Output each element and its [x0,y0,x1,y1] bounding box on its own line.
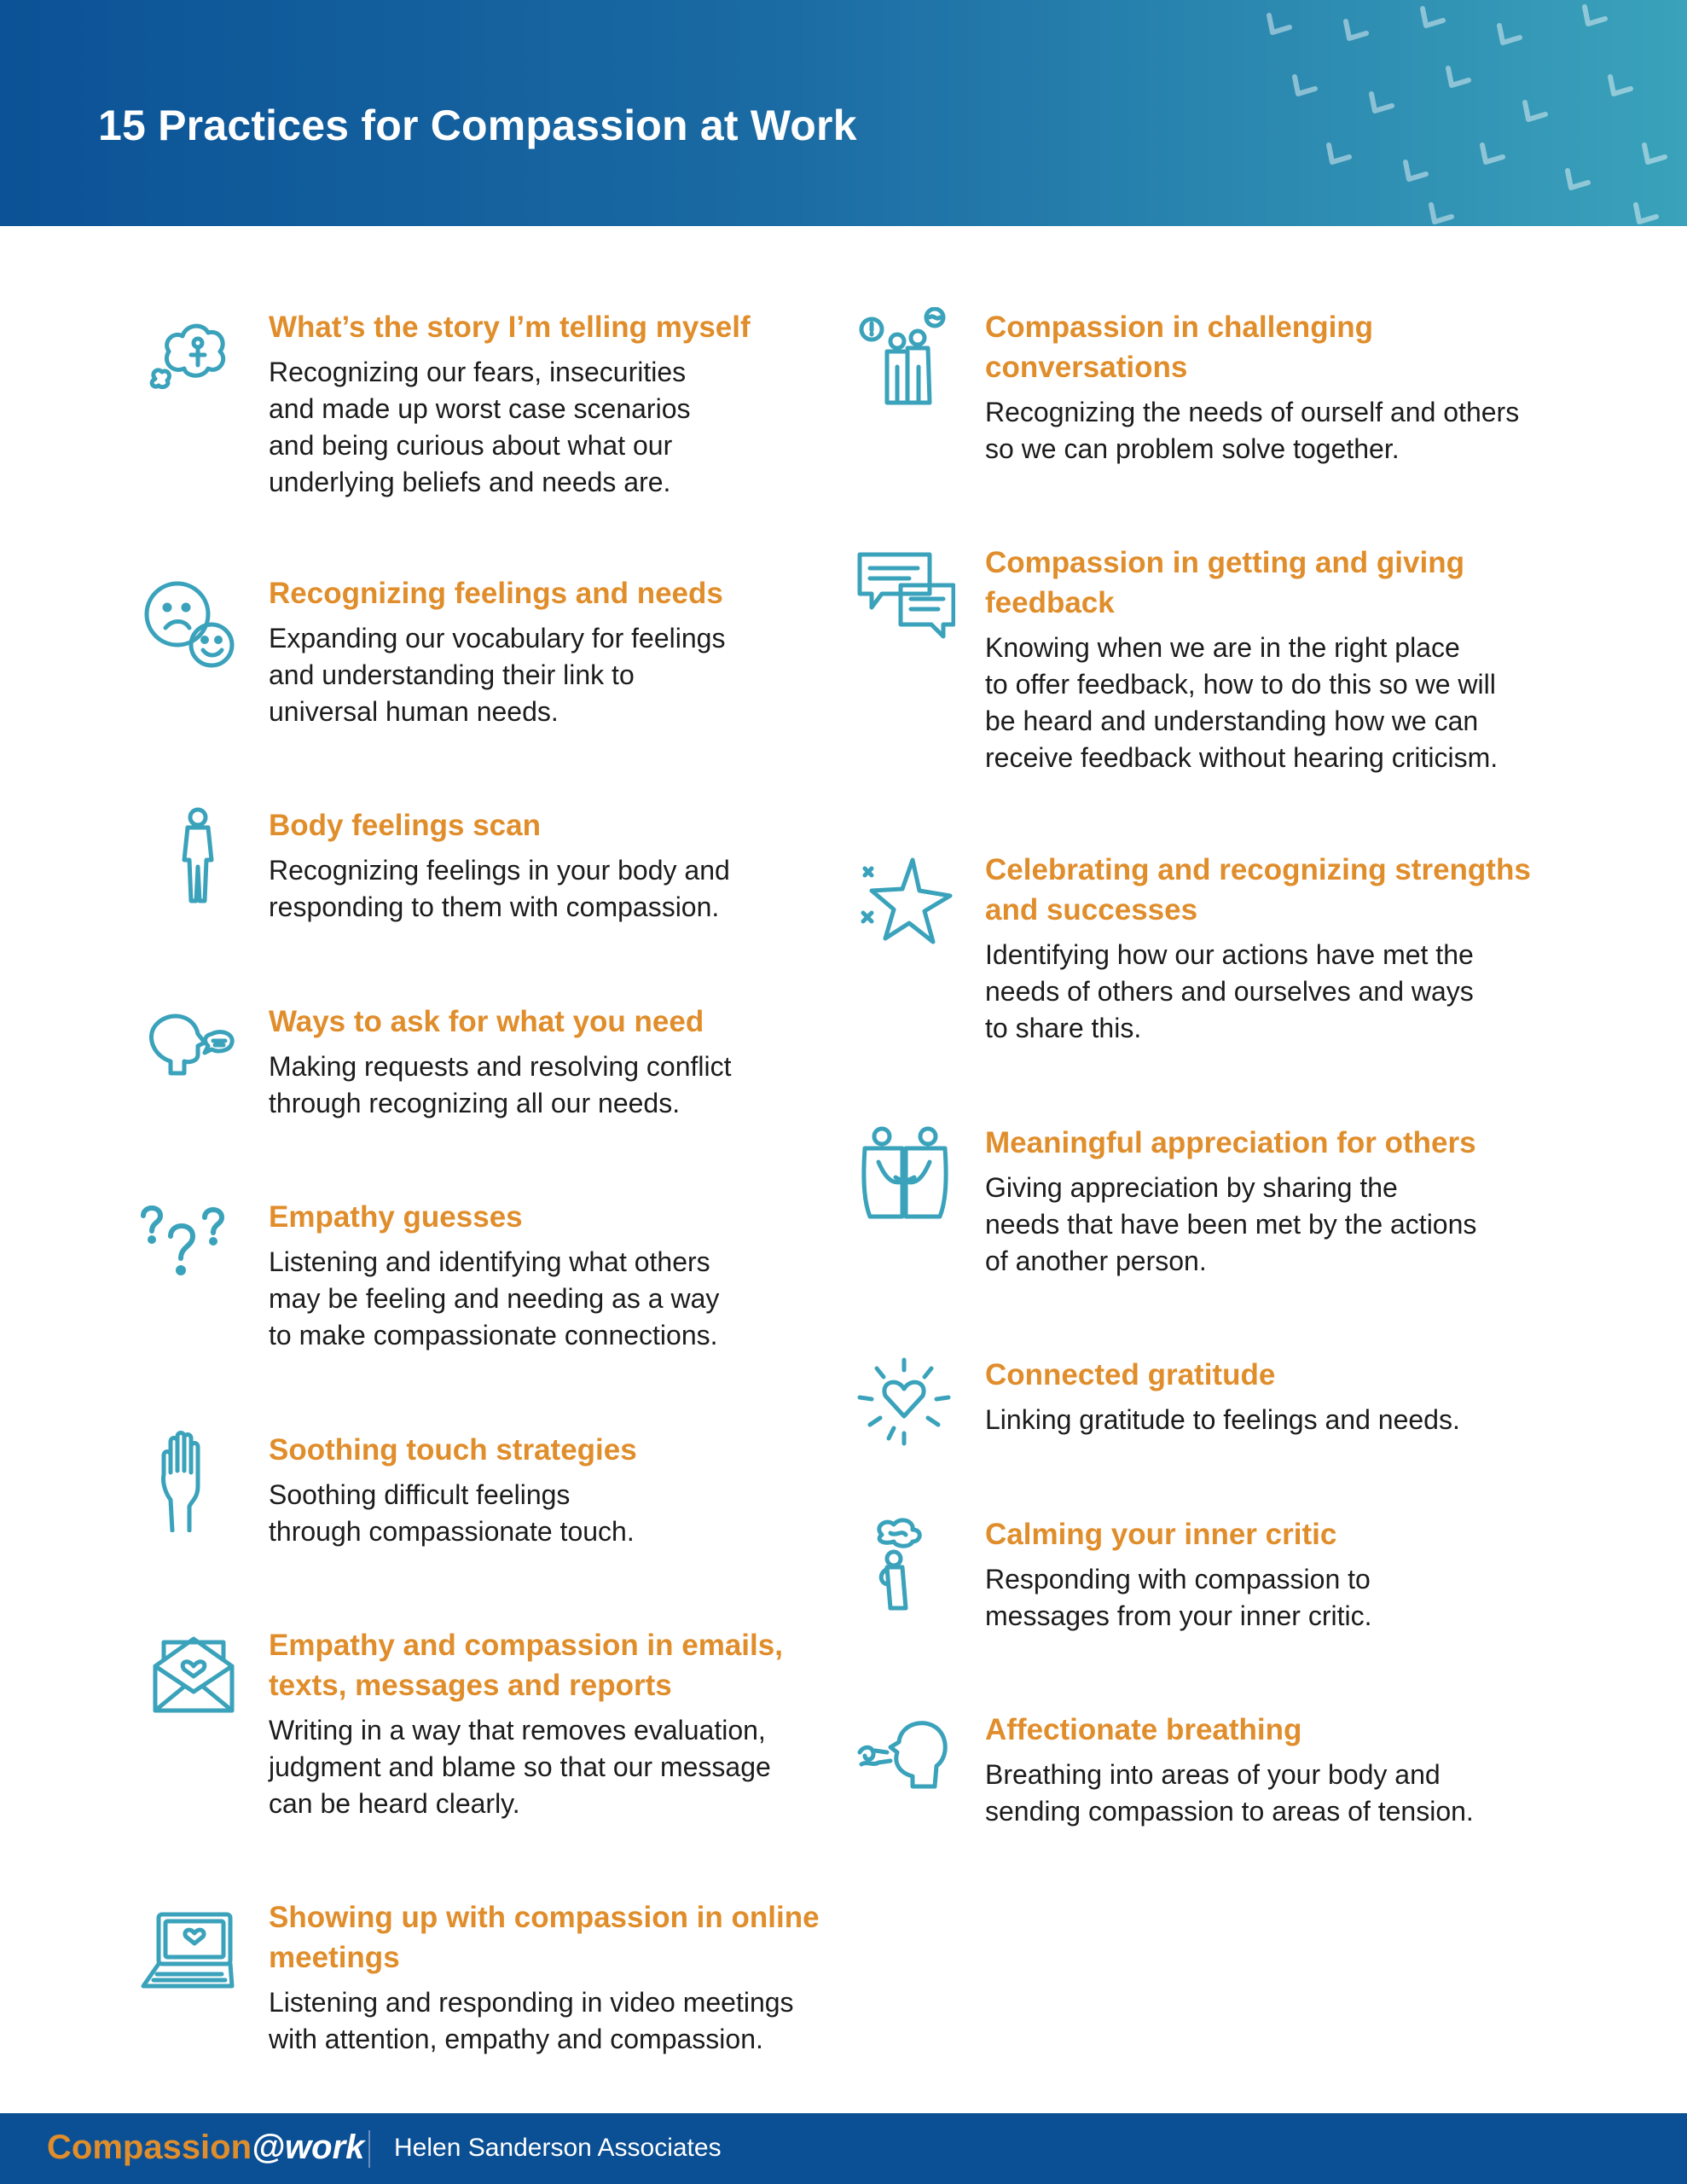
practice-title: Empathy guesses [269,1200,523,1234]
practice-description: Recognizing our fears, insecurities and made up worst case scenarios and being curious about what our underlying beliefs and needs are. [269,357,691,497]
laptop-heart-icon [136,1897,239,2000]
header-banner [0,0,1687,226]
practice-title: Compassion in challenging conversations [985,311,1374,384]
two-people-talking-icon [853,307,955,410]
practice-description: Recognizing feelings in your body and responding to them with compassion. [269,855,730,922]
practice-description: Identifying how our actions have met the needs of others and ourselves and ways to share this. [985,939,1474,1043]
shining-heart-icon [853,1355,955,1457]
question-marks-icon [136,1197,239,1299]
practice-description: Breathing into areas of your body and sending compassion to areas of tension. [985,1759,1474,1827]
people-hugging-icon [853,1123,955,1225]
practice-description: Responding with compassion to messages from your inner critic. [985,1564,1372,1631]
person-standing-icon [136,805,239,908]
practice-description: Listening and responding in video meetings with attention, empathy and compassion. [269,1987,794,2054]
head-breathing-icon [853,1710,955,1812]
practice-title: Showing up with compassion in online meetings [269,1901,820,1974]
practice-description: Recognizing the needs of ourself and others so we can problem solve together. [985,397,1520,464]
star-icon [853,850,955,952]
practice-title: Celebrating and recognizing strengths and successes [985,853,1531,926]
practice-description: Writing in a way that removes evaluation, judgment and blame so that our message can be heard clearly. [269,1715,771,1819]
practice-description: Listening and identifying what others may be feeling and needing as a way to make compassionate connections. [269,1246,720,1350]
practice-description: Knowing when we are in the right place to offer feedback, how to do this so we will be heard and understanding how we can receive feedback without hearing criticism. [985,632,1499,773]
head-speech-icon [136,1002,239,1104]
practice-title: Affectionate breathing [985,1713,1302,1746]
practice-title: Recognizing feelings and needs [269,577,723,610]
brand-at: @work [252,2129,365,2166]
envelope-heart-icon [136,1625,239,1728]
footer-bar [0,2113,1687,2184]
practice-description: Soothing difficult feelings through compassionate touch. [269,1479,635,1547]
faces-icon [136,573,239,676]
practice-title: Ways to ask for what you need [269,1005,704,1038]
organization-name: Helen Sanderson Associates [394,2134,722,2162]
practice-title: Meaningful appreciation for others [985,1126,1476,1159]
practice-title: Soothing touch strategies [269,1433,637,1467]
practice-description: Giving appreciation by sharing the needs that have been met by the actions of another person. [985,1172,1477,1276]
practice-title: Calming your inner critic [985,1518,1337,1551]
brand-main: Compassion [47,2129,252,2166]
practice-title: Connected gratitude [985,1358,1276,1391]
practice-title: What’s the story I’m telling myself [269,311,751,344]
brand-logo [47,2129,364,2167]
person-thought-icon [853,1514,955,1617]
practice-description: Linking gratitude to feelings and needs. [985,1404,1460,1435]
page-title: 15 Practices for Compassion at Work [98,102,857,149]
footer-divider [368,2130,370,2168]
thought-cloud-icon [136,307,239,410]
practice-title: Compassion in getting and giving feedback [985,546,1464,619]
chevron-pattern-icon [1244,0,1687,226]
speech-bubbles-icon [853,543,955,645]
practice-description: Expanding our vocabulary for feelings and understanding their link to universal human needs. [269,623,726,727]
practice-title: Body feelings scan [269,809,541,842]
practice-title: Empathy and compassion in emails, texts, messages and reports [269,1629,783,1702]
hand-icon [136,1430,239,1532]
practice-description: Making requests and resolving conflict through recognizing all our needs. [269,1051,732,1118]
